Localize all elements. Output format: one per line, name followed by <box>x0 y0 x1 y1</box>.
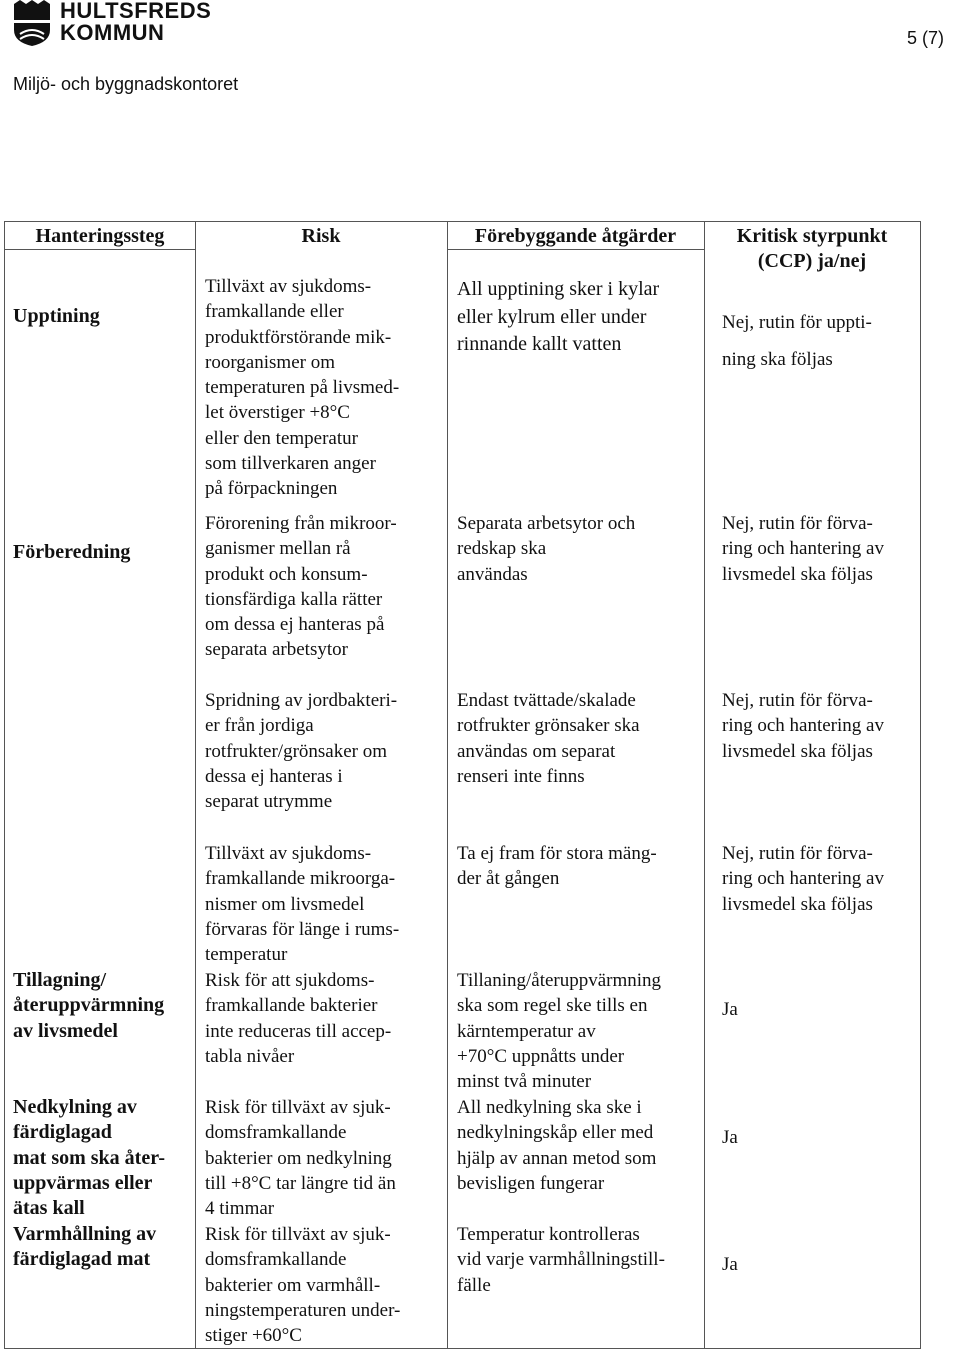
column-header-measures: Förebyggande åtgärder <box>474 225 677 247</box>
department-name: Miljö- och byggnadskontoret <box>13 74 239 94</box>
step-cell: Tillagning/ återuppvärmning av livsmedel <box>13 969 165 1042</box>
ccp-cell: Nej, rutin för förva- ring och hantering av livsmedel ska följas <box>722 843 884 915</box>
measures-cell: Endast tvättade/skalade rotfrukter grönsaker ska användas om separat renseri inte finns <box>457 690 640 787</box>
risk-cell: Tillväxt av sjukdoms- framkallande eller produktförstörande mik- roorganismer om temperaturen på livsmed- let överstiger +8°C eller den temperatur som tillverkaren anger på förpackningen <box>205 276 400 500</box>
page-number: 5 (7) <box>906 28 944 48</box>
measures-cell: All upptining sker i kylar eller kylrum eller under rinnande kallt vatten <box>457 278 660 355</box>
ccp-cell: Ja <box>722 1127 738 1148</box>
ccp-cell: Ja <box>722 999 738 1020</box>
logo-text-line1: HULTSFREDS <box>60 0 212 23</box>
haccp-table <box>4 221 921 1349</box>
risk-cell: Risk för tillväxt av sjuk- domsframkallande bakterier om varmhåll- ningstemperaturen under- stiger +60°C <box>205 1224 401 1347</box>
measures-cell: Temperatur kontrolleras vid varje varmhållningstill- fälle <box>457 1224 665 1296</box>
risk-cell: Risk för tillväxt av sjuk- domsframkallande bakterier om nedkylning till +8°C tar längre tid än 4 timmar <box>205 1097 396 1220</box>
ccp-cell: Nej, rutin för förva- ring och hantering av livsmedel ska följas <box>722 513 884 585</box>
municipality-logo <box>12 0 212 46</box>
measures-cell: Ta ej fram för stora mäng- der åt gången <box>457 843 657 890</box>
risk-cell: Spridning av jordbakteri- er från jordiga rotfrukter/grönsaker om dessa ej hanteras i separat utrymme <box>205 690 398 813</box>
column-divider <box>447 222 448 1348</box>
step-cell: Upptining <box>13 305 100 327</box>
header-divider <box>447 249 704 250</box>
risk-cell: Tillväxt av sjukdoms- framkallande mikroorga- nismer om livsmedel förvaras för länge i rums- temperatur <box>205 843 400 966</box>
step-cell: Nedkylning av färdiglagad mat som ska åter- uppvärmas eller ätas kall <box>13 1096 166 1220</box>
measures-cell: Separata arbetsytor och redskap ska användas <box>457 513 636 585</box>
step-cell: Förberedning <box>13 541 131 563</box>
column-header-ccp: Kritisk styrpunkt (CCP) ja/nej <box>736 225 888 272</box>
ccp-cell: Ja <box>722 1254 738 1275</box>
ccp-cell: Nej, rutin för uppti- ning ska följas <box>722 312 872 370</box>
column-divider <box>195 222 196 1348</box>
column-header-risk: Risk <box>301 225 341 247</box>
municipality-crest-icon <box>12 0 52 46</box>
measures-cell: All nedkylning ska ske i nedkylningskåp eller med hjälp av annan metod som bevisligen fungerar <box>457 1097 657 1194</box>
measures-cell: Tillaning/återuppvärmning ska som regel ske tills en kärntemperatur av +70°C uppnåtts under minst två minuter <box>457 970 662 1093</box>
risk-cell: Risk för att sjukdoms- framkallande bakterier inte reduceras till accep- tabla nivåer <box>205 970 392 1067</box>
ccp-cell: Nej, rutin för förva- ring och hantering av livsmedel ska följas <box>722 690 884 762</box>
step-cell: Varmhållning av färdiglagad mat <box>13 1223 157 1271</box>
header-divider <box>5 249 195 250</box>
risk-cell: Förorening från mikroor- ganismer mellan rå produkt och konsum- tionsfärdiga kalla rätter om dessa ej hanteras på separata arbetsytor <box>205 513 397 661</box>
column-divider <box>704 222 705 1348</box>
logo-name <box>60 0 211 44</box>
column-header-step: Hanteringssteg <box>35 225 165 247</box>
logo-text-line2: KOMMUN <box>60 20 165 45</box>
